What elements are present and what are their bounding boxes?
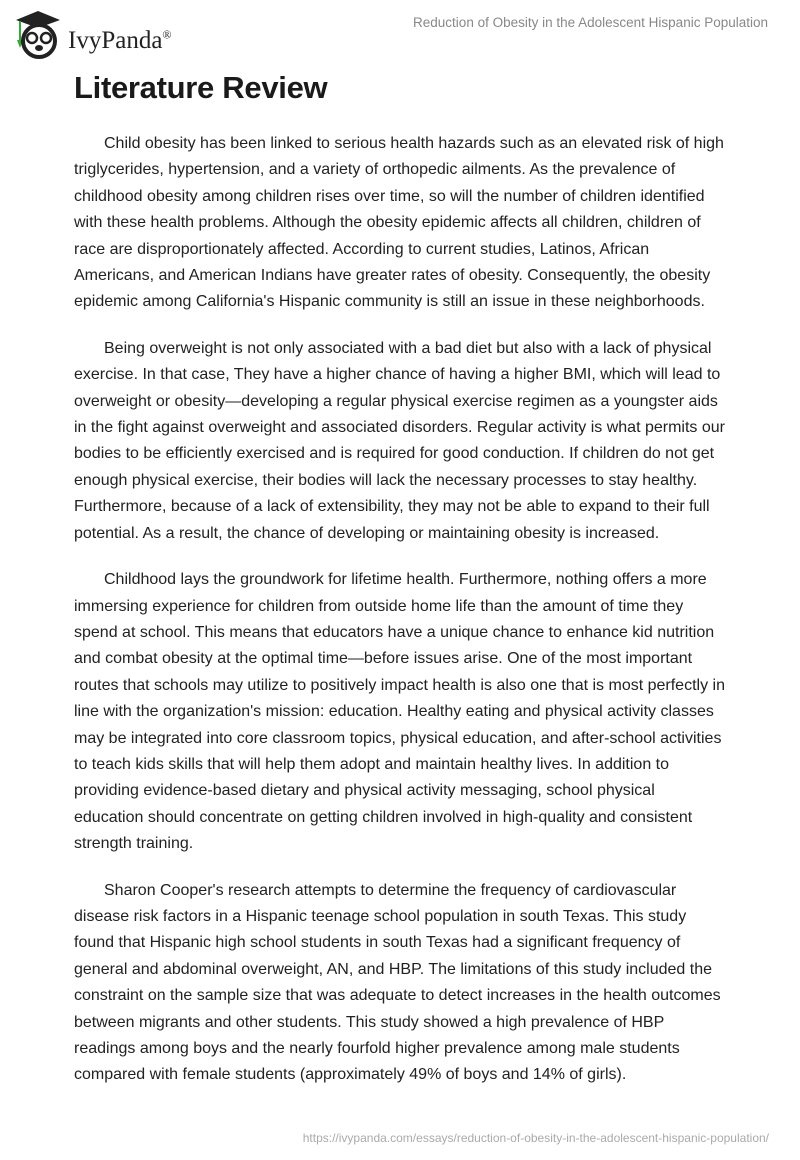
- ivypanda-logo[interactable]: [12, 8, 172, 60]
- article-body: [74, 131, 728, 1109]
- paragraph: Being overweight is not only associated with a bad diet but also with a lack of physical exercise. In that case, They have a higher chance of having a higher BMI, which will lead to overweight or obesity—developing a regular physical exercise regimen as a youngster aids in the fight against overweight and associated disorders. Regular activity is what permits our bodies to be efficiently exercised and is required for good conduction. If children do not get enough physical exercise, their bodies will lack the necessary processes to stay healthy. Furthermore, because of a lack of extensibility, they may not be able to expand to their full potential. As a result, the chance of developing or maintaining obesity is increased.: [74, 339, 725, 542]
- paragraph: Child obesity has been linked to serious health hazards such as an elevated risk of high triglycerides, hypertension, and a variety of orthopedic ailments. As the prevalence of childhood obesity among children rises over time, so will the number of children identified with these health problems. Although the obesity epidemic affects all children, children of race are disproportionately affected. According to current studies, Latinos, African Americans, and American Indians have greater rates of obesity. Consequently, the obesity epidemic among California's Hispanic community is still an issue in these neighborhoods.: [74, 135, 724, 311]
- document-title: Reduction of Obesity in the Adolescent Hispanic Population: [413, 15, 768, 30]
- footer-url-link[interactable]: https://ivypanda.com/essays/reduction-of-obesity-in-the-adolescent-hispanic-population/: [302, 1131, 769, 1145]
- paragraph: Childhood lays the groundwork for lifetime health. Furthermore, nothing offers a more immersing experience for children from outside home life than the amount of time they spend at school. This means that educators have a unique chance to enhance kid nutrition and combat obesity at the optimal time—before issues arise. One of the most important routes that schools may utilize to positively impact health is also one that is most perfectly in line with the organization's mission: education. Healthy eating and physical activity classes may be integrated into core classroom topics, physical education, and after-school activities to teach kids skills that will help them adopt and maintain healthy lives. In addition to providing evidence-based dietary and physical activity messaging, school physical education should concentrate on getting children involved in high-quality and consistent strength training.: [74, 571, 725, 853]
- logo-text: IvyPanda®: [68, 27, 172, 54]
- section-heading: Literature Review: [74, 70, 328, 105]
- paragraph: Sharon Cooper's research attempts to determine the frequency of cardiovascular disease risk factors in a Hispanic teenage school population in south Texas. This study found that Hispanic high school students in south Texas had a significant frequency of general and abdominal overweight, AN, and HBP. The limitations of this study included the constraint on the sample size that was adequate to detect increases in the health outcomes between migrants and other students. This study showed a high prevalence of HBP readings among boys and the nearly fourfold higher prevalence among male students compared with female students (approximately 49% of boys and 14% of girls).: [74, 881, 721, 1084]
- panda-graduate-icon: [12, 8, 64, 60]
